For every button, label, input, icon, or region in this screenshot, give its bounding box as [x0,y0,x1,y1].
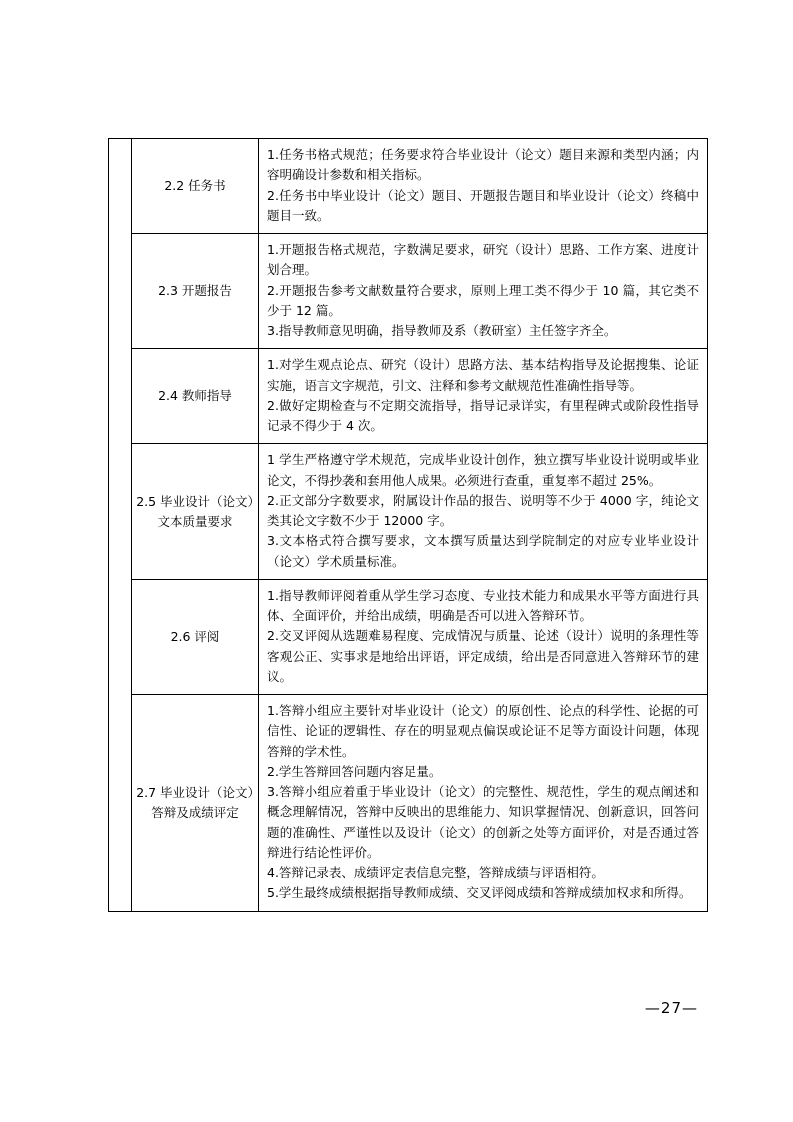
page-number: —27— [644,999,698,1017]
criteria-line: 1.开题报告格式规范，字数满足要求，研究（设计）思路、工作方案、进度计划合理。 [267,242,699,278]
table-row [109,579,708,694]
criteria-label-cell [132,234,259,349]
criteria-label-cell [132,695,259,912]
criteria-line: 1.答辩小组应主要针对毕业设计（论文）的原创性、论点的科学性、论据的可信性、论证的逻辑性、存在的明显观点偏误或论证不足等方面设计问题，体现答辩的学术性。 [267,703,699,759]
criteria-line: 1 学生严格遵守学术规范，完成毕业设计创作，独立撰写毕业设计说明或毕业论文，不得抄袭和套用他人成果。必须进行查重，重复率不超过 25%。 [267,452,699,488]
criteria-line: 5.学生最终成绩根据指导教师成绩、交叉评阅成绩和答辩成绩加权求和所得。 [267,885,692,901]
table-row [109,234,708,349]
criteria-label: 2.3 开题报告 [158,283,232,299]
criteria-content-cell [259,349,708,444]
criteria-line: 3.指导教师意见明确，指导教师及系（教研室）主任签字齐全。 [267,323,617,338]
criteria-label-cell [132,139,259,234]
criteria-line: 1.任务书格式规范；任务要求符合毕业设计（论文）题目来源和类型内涵；内容明确设计参数和相关指标。 [267,147,699,183]
criteria-line: 2.交叉评阅从选题难易程度、完成情况与质量、论述（设计）说明的条理性等客观公正、实事求是地给出评语，评定成绩，给出是否同意进入答辩环节的建议。 [267,628,699,684]
criteria-content-cell [259,579,708,694]
criteria-line: 2.学生答辩回答问题内容足量。 [267,763,442,779]
criteria-line: 2.任务书中毕业设计（论文）题目、开题报告题目和毕业设计（论文）终稿中题目一致。 [267,187,699,223]
criteria-line: 2.正文部分字数要求，附属设计作品的报告、说明等不少于 4000 字，纯论文类其论文字数不少于 12000 字。 [267,492,699,528]
row-group-spacer-cell [109,139,132,912]
criteria-content-cell [259,695,708,912]
criteria-line: 1.对学生观点论点、研究（设计）思路方法、基本结构指导及论据搜集、论证实施，语言文字规范，引文、注释和参考文献规范性准确性指导等。 [267,357,699,393]
criteria-content-cell [259,234,708,349]
criteria-content-cell [259,139,708,234]
criteria-label: 2.6 评阅 [170,628,220,644]
criteria-line: 3.答辩小组应着重于毕业设计（论文）的完整性、规范性，学生的观点阐述和概念理解情况，答辩中反映出的思维能力、知识掌握情况、创新意识，回答问题的准确性、严谨性以及设计（论文）的创新之处等方面评价，对是否通过答辩进行结论性评价。 [267,784,699,860]
table-row [109,695,708,912]
table-row [109,444,708,580]
table-row [109,139,708,234]
criteria-label-cell [132,579,259,694]
criteria-content-cell [259,444,708,580]
criteria-label: 2.5 毕业设计（论文）文本质量要求 [136,493,254,529]
criteria-label-cell [132,349,259,444]
criteria-label: 2.4 教师指导 [158,388,232,404]
criteria-label: 2.2 任务书 [164,178,226,193]
criteria-line: 4.答辩记录表、成绩评定表信息完整，答辩成绩与评语相符。 [267,865,604,880]
criteria-line: 1.指导教师评阅着重从学生学习态度、专业技术能力和成果水平等方面进行具体、全面评价，并给出成绩，明确是否可以进入答辩环节。 [267,587,699,623]
criteria-label-cell [132,444,259,580]
evaluation-criteria-table [108,138,708,912]
criteria-line: 2.做好定期检查与不定期交流指导，指导记录详实，有里程碑式或阶段性指导记录不得少于 4 次。 [267,397,699,433]
table-row [109,349,708,444]
criteria-label: 2.7 毕业设计（论文）答辩及成绩评定 [136,784,254,820]
table-body [109,139,708,912]
criteria-line: 3.文本格式符合撰写要求，文本撰写质量达到学院制定的对应专业毕业设计（论文）学术质量标准。 [267,533,699,569]
criteria-line: 2.开题报告参考文献数量符合要求，原则上理工类不得少于 10 篇，其它类不少于 12 篇。 [267,282,699,318]
